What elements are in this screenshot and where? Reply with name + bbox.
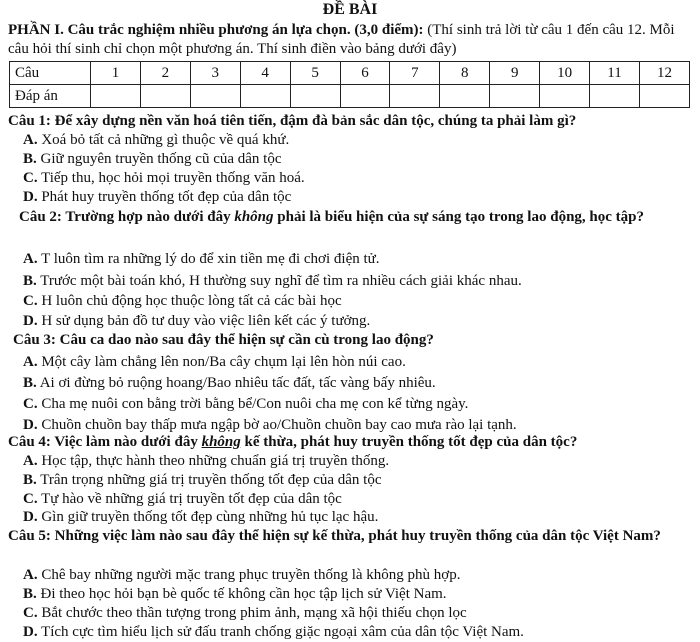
answer-cell[interactable] xyxy=(240,85,290,108)
option-text: Học tập, thực hành theo những chuẩn giá trị truyền thống. xyxy=(37,453,390,469)
option-2a[interactable] xyxy=(23,250,693,269)
question-3: Câu 3: Câu ca dao nào sau đây thể hiện sự cần cù trong lao động? xyxy=(13,332,434,348)
option-text: Cha mẹ nuôi con bằng trời bằng bể/Con nuôi cha mẹ con kể từng ngày. xyxy=(37,396,469,412)
question-text: Câu 2: Trường hợp nào dưới đây xyxy=(19,209,235,225)
answer-cell[interactable] xyxy=(490,85,540,108)
answer-cell[interactable] xyxy=(91,85,141,108)
option-letter: C. xyxy=(23,396,38,412)
option-1b[interactable] xyxy=(23,150,693,169)
option-text: Đi theo học hỏi bạn bè quốc tế không cần học tập lịch sử Việt Nam. xyxy=(36,586,447,602)
part-instruction xyxy=(8,21,694,58)
answer-cell[interactable] xyxy=(140,85,190,108)
question-emphasis: không xyxy=(201,434,241,450)
option-5a[interactable] xyxy=(23,566,693,585)
answer-cell[interactable] xyxy=(540,85,590,108)
option-1a[interactable] xyxy=(23,131,693,150)
option-4d[interactable] xyxy=(23,508,693,527)
option-letter: D. xyxy=(23,189,38,205)
option-text: Chê bay những người mặc trang phục truyền thống là không phù hợp. xyxy=(37,567,461,583)
answer-table-row-number xyxy=(10,62,690,85)
option-letter: A. xyxy=(23,453,38,469)
option-letter: A. xyxy=(23,354,38,370)
option-2c[interactable] xyxy=(23,292,693,311)
option-letter: A. xyxy=(23,132,38,148)
table-cell-number: 2 xyxy=(140,62,190,85)
option-letter: D. xyxy=(23,417,38,433)
option-text: Tự hào về những giá trị truyền tốt đẹp của dân tộc xyxy=(37,491,342,507)
answer-cell[interactable] xyxy=(390,85,440,108)
answer-cell[interactable] xyxy=(340,85,390,108)
option-text: Trân trọng những giá trị truyền thống tốt đẹp của dân tộc xyxy=(36,472,382,488)
option-text: Xoá bỏ tất cả những gì thuộc về quá khứ. xyxy=(37,132,290,148)
option-1d[interactable] xyxy=(23,188,693,207)
question-1: Câu 1: Để xây dựng nền văn hoá tiên tiến, đậm đà bản sắc dân tộc, chúng ta phải làm gì? xyxy=(8,113,577,129)
option-text: Giữ nguyên truyền thống cũ của dân tộc xyxy=(36,151,282,167)
answer-table xyxy=(9,61,690,108)
option-letter: C. xyxy=(23,293,38,309)
table-cell-number: 7 xyxy=(390,62,440,85)
page-title: ĐỀ BÀI xyxy=(322,1,378,18)
option-letter: B. xyxy=(23,273,37,289)
option-letter: B. xyxy=(23,586,37,602)
option-2d[interactable] xyxy=(23,312,693,331)
question-text: kế thừa, phát huy truyền thống tốt đẹp của dân tộc? xyxy=(240,434,578,450)
option-letter: A. xyxy=(23,251,38,267)
option-letter: C. xyxy=(23,605,38,621)
table-cell-label: Đáp án xyxy=(10,85,91,108)
option-text: Trước một bài toán khó, H thường suy nghĩ để tìm ra nhiều cách giải khác nhau. xyxy=(36,273,522,289)
table-cell-number: 10 xyxy=(540,62,590,85)
option-1c[interactable] xyxy=(23,169,693,188)
table-cell-number: 11 xyxy=(590,62,640,85)
option-5d[interactable] xyxy=(23,623,693,642)
answer-table-row-answer xyxy=(10,85,690,108)
question-text: phải là biểu hiện của sự sáng tạo trong lao động, học tập? xyxy=(273,209,644,225)
option-letter: B. xyxy=(23,151,37,167)
question-text: Câu 4: Việc làm nào dưới đây xyxy=(8,434,202,450)
option-text: Một cây làm chẳng lên non/Ba cây chụm lại lên hòn núi cao. xyxy=(37,354,406,370)
option-letter: B. xyxy=(23,375,37,391)
option-text: Ai ơi đừng bỏ ruộng hoang/Bao nhiêu tấc đất, tấc vàng bấy nhiêu. xyxy=(36,375,436,391)
option-text: T luôn tìm ra những lý do để xin tiền mẹ đi chơi điện tử. xyxy=(37,251,380,267)
table-cell-number: 9 xyxy=(490,62,540,85)
table-cell-label: Câu xyxy=(10,62,91,85)
option-letter: C. xyxy=(23,170,38,186)
table-cell-number: 12 xyxy=(639,62,689,85)
part-heading: PHẦN I. Câu trắc nghiệm nhiều phương án lựa chọn. (3,0 điểm): xyxy=(8,22,424,38)
question-5: Câu 5: Những việc làm nào sau đây thể hiện sự kế thừa, phát huy truyền thống của dân tộc Việt Nam? xyxy=(8,528,661,544)
table-cell-number: 5 xyxy=(290,62,340,85)
answer-cell[interactable] xyxy=(190,85,240,108)
option-4c[interactable] xyxy=(23,490,693,509)
option-letter: B. xyxy=(23,472,37,488)
option-letter: D. xyxy=(23,313,38,329)
option-text: H luôn chủ động học thuộc lòng tất cả các bài học xyxy=(37,293,342,309)
option-3b[interactable] xyxy=(23,374,693,393)
part-instruction-text: (Thí sinh trả lời từ câu 1 đến câu 12. Mỗi câu hỏi thí sinh chỉ chọn một phương án. Thí sinh điền vào bảng dưới đây) xyxy=(8,22,675,57)
option-letter: C. xyxy=(23,491,38,507)
option-letter: D. xyxy=(23,509,38,525)
option-text: Tiếp thu, học hỏi mọi truyền thống văn hoá. xyxy=(37,170,305,186)
table-cell-number: 6 xyxy=(340,62,390,85)
table-cell-number: 4 xyxy=(240,62,290,85)
table-cell-number: 3 xyxy=(190,62,240,85)
option-3c[interactable] xyxy=(23,395,693,414)
option-text: Gìn giữ truyền thống tốt đẹp cùng những hủ tục lạc hậu. xyxy=(37,509,379,525)
option-5b[interactable] xyxy=(23,585,693,604)
question-2 xyxy=(19,208,695,227)
table-cell-number: 8 xyxy=(440,62,490,85)
option-text: Chuồn chuồn bay thấp mưa ngập bờ ao/Chuồn chuồn bay cao mưa rào lại tạnh. xyxy=(37,417,517,433)
option-text: Tích cực tìm hiểu lịch sử đấu tranh chống giặc ngoại xâm của dân tộc Việt Nam. xyxy=(37,624,524,640)
question-emphasis: không xyxy=(234,209,274,225)
answer-cell[interactable] xyxy=(639,85,689,108)
answer-cell[interactable] xyxy=(440,85,490,108)
option-letter: A. xyxy=(23,567,38,583)
option-4b[interactable] xyxy=(23,471,693,490)
option-2b[interactable] xyxy=(23,272,693,291)
option-text: Bắt chước theo thần tượng trong phim ảnh, mạng xã hội thiếu chọn lọc xyxy=(37,605,467,621)
option-letter: D. xyxy=(23,624,38,640)
option-5c[interactable] xyxy=(23,604,693,623)
option-text: H sử dụng bản đồ tư duy vào việc liên kết các ý tưởng. xyxy=(37,313,371,329)
table-cell-number: 1 xyxy=(91,62,141,85)
option-text: Phát huy truyền thống tốt đẹp của dân tộc xyxy=(37,189,292,205)
answer-cell[interactable] xyxy=(290,85,340,108)
option-4a[interactable] xyxy=(23,452,693,471)
option-3a[interactable] xyxy=(23,353,693,372)
question-4 xyxy=(8,433,698,452)
answer-cell[interactable] xyxy=(590,85,640,108)
